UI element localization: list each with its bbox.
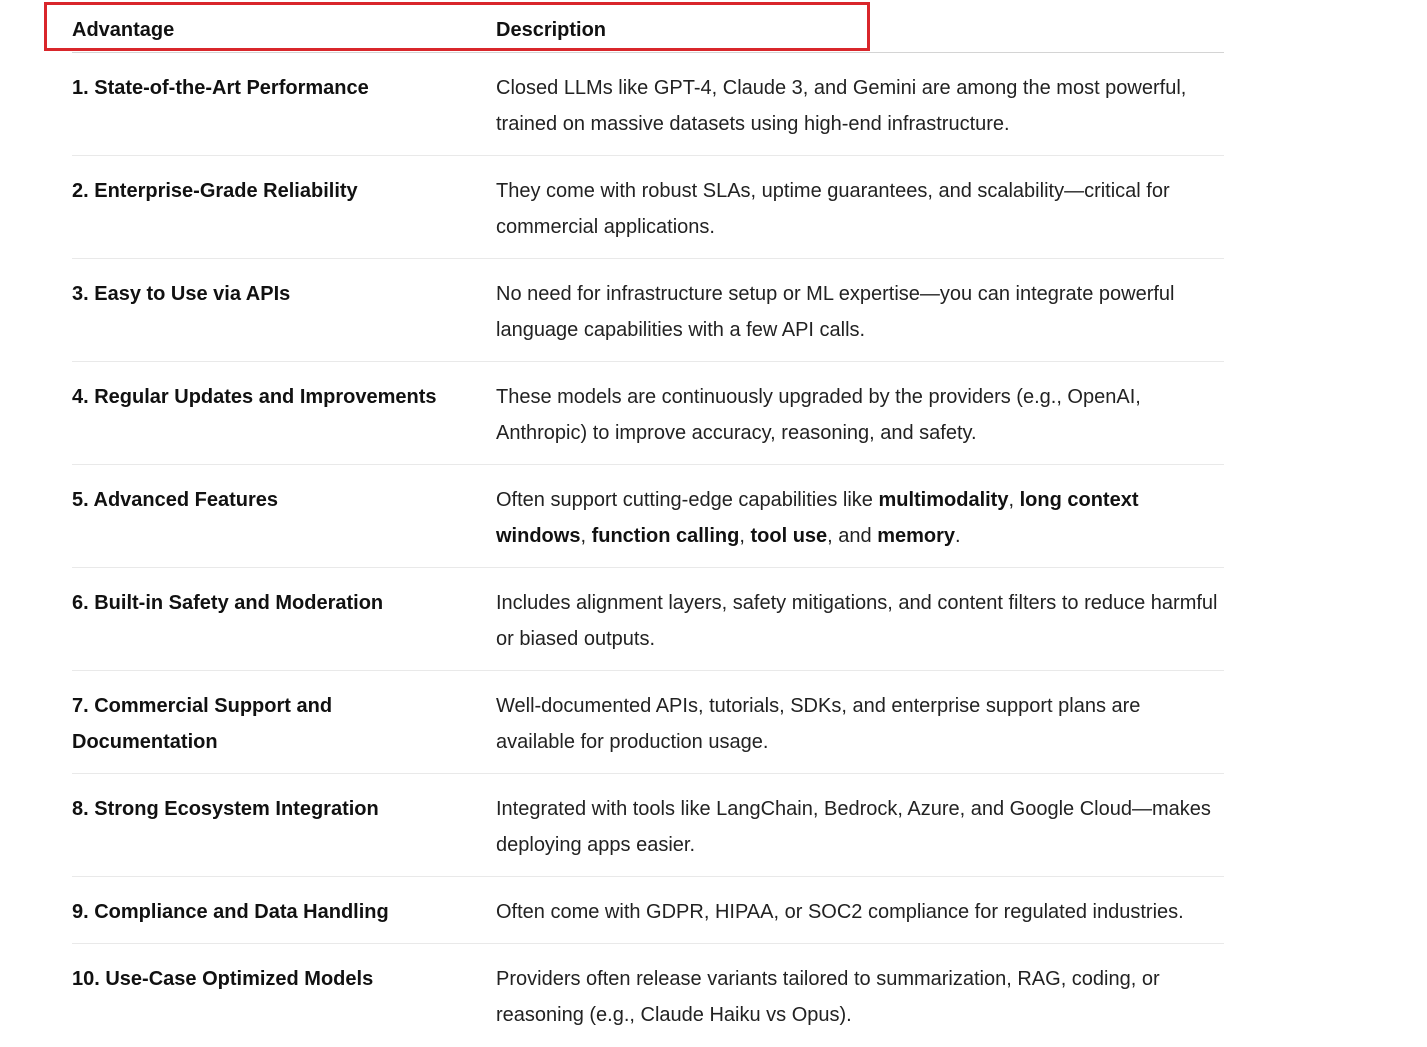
table-row	[72, 568, 1224, 671]
description-cell	[496, 465, 1224, 567]
description-text: .	[955, 525, 961, 547]
advantage-cell: 2. Enterprise-Grade Reliability	[72, 180, 358, 202]
table-row	[72, 465, 1224, 568]
description-text: Often support cutting-edge capabilities like	[496, 489, 879, 511]
description-cell: Integrated with tools like LangChain, Bedrock, Azure, and Google Cloud—makes deploying apps easier.	[496, 798, 1211, 856]
feature-function-calling: function calling	[591, 525, 740, 547]
description-text: ,	[580, 525, 592, 547]
advantage-cell: 8. Strong Ecosystem Integration	[72, 798, 379, 820]
advantage-cell: 5. Advanced Features	[72, 489, 279, 511]
description-text: ,	[1008, 489, 1020, 511]
table-row	[72, 259, 1224, 362]
table-row	[72, 877, 1224, 944]
description-cell: Providers often release variants tailored to summarization, RAG, coding, or reasoning (e.g., Claude Haiku vs Opus).	[496, 968, 1160, 1026]
feature-memory: memory	[877, 525, 956, 547]
header-advantage: Advantage	[72, 19, 175, 41]
description-cell: These models are continuously upgraded by the providers (e.g., OpenAI, Anthropic) to improve accuracy, reasoning, and safety.	[496, 386, 1141, 444]
advantage-cell: 9. Compliance and Data Handling	[72, 901, 389, 923]
table-row	[72, 774, 1224, 877]
advantage-cell: 6. Built-in Safety and Moderation	[72, 592, 384, 614]
description-cell: Often come with GDPR, HIPAA, or SOC2 compliance for regulated industries.	[496, 901, 1184, 923]
advantages-table	[72, 0, 1224, 1047]
description-cell: Closed LLMs like GPT-4, Claude 3, and Gemini are among the most powerful, trained on massive datasets using high-end infrastructure.	[496, 77, 1187, 135]
advantage-cell: 7. Commercial Support and Documentation	[72, 695, 333, 753]
advantage-cell: 10. Use-Case Optimized Models	[72, 968, 374, 990]
feature-multimodality: multimodality	[878, 489, 1009, 511]
feature-long-context: long context windows	[496, 489, 1139, 547]
table-header-row	[72, 0, 1224, 53]
feature-tool-use: tool use	[750, 525, 828, 547]
header-description: Description	[496, 19, 607, 41]
table-row	[72, 53, 1224, 156]
advantage-cell: 3. Easy to Use via APIs	[72, 283, 291, 305]
description-cell: No need for infrastructure setup or ML expertise—you can integrate powerful language capabilities with a few API calls.	[496, 283, 1175, 341]
description-text: ,	[739, 525, 751, 547]
description-cell: Includes alignment layers, safety mitigations, and content filters to reduce harmful or biased outputs.	[496, 592, 1218, 650]
description-cell: Well-documented APIs, tutorials, SDKs, and enterprise support plans are available for production usage.	[496, 695, 1141, 753]
advantage-cell: 4. Regular Updates and Improvements	[72, 386, 437, 408]
description-cell: They come with robust SLAs, uptime guarantees, and scalability—critical for commercial applications.	[496, 180, 1170, 238]
description-text: , and	[827, 525, 878, 547]
table-row	[72, 671, 1224, 774]
advantage-cell: 1. State-of-the-Art Performance	[72, 77, 369, 99]
table-row	[72, 944, 1224, 1047]
table-row	[72, 362, 1224, 465]
table-row	[72, 156, 1224, 259]
